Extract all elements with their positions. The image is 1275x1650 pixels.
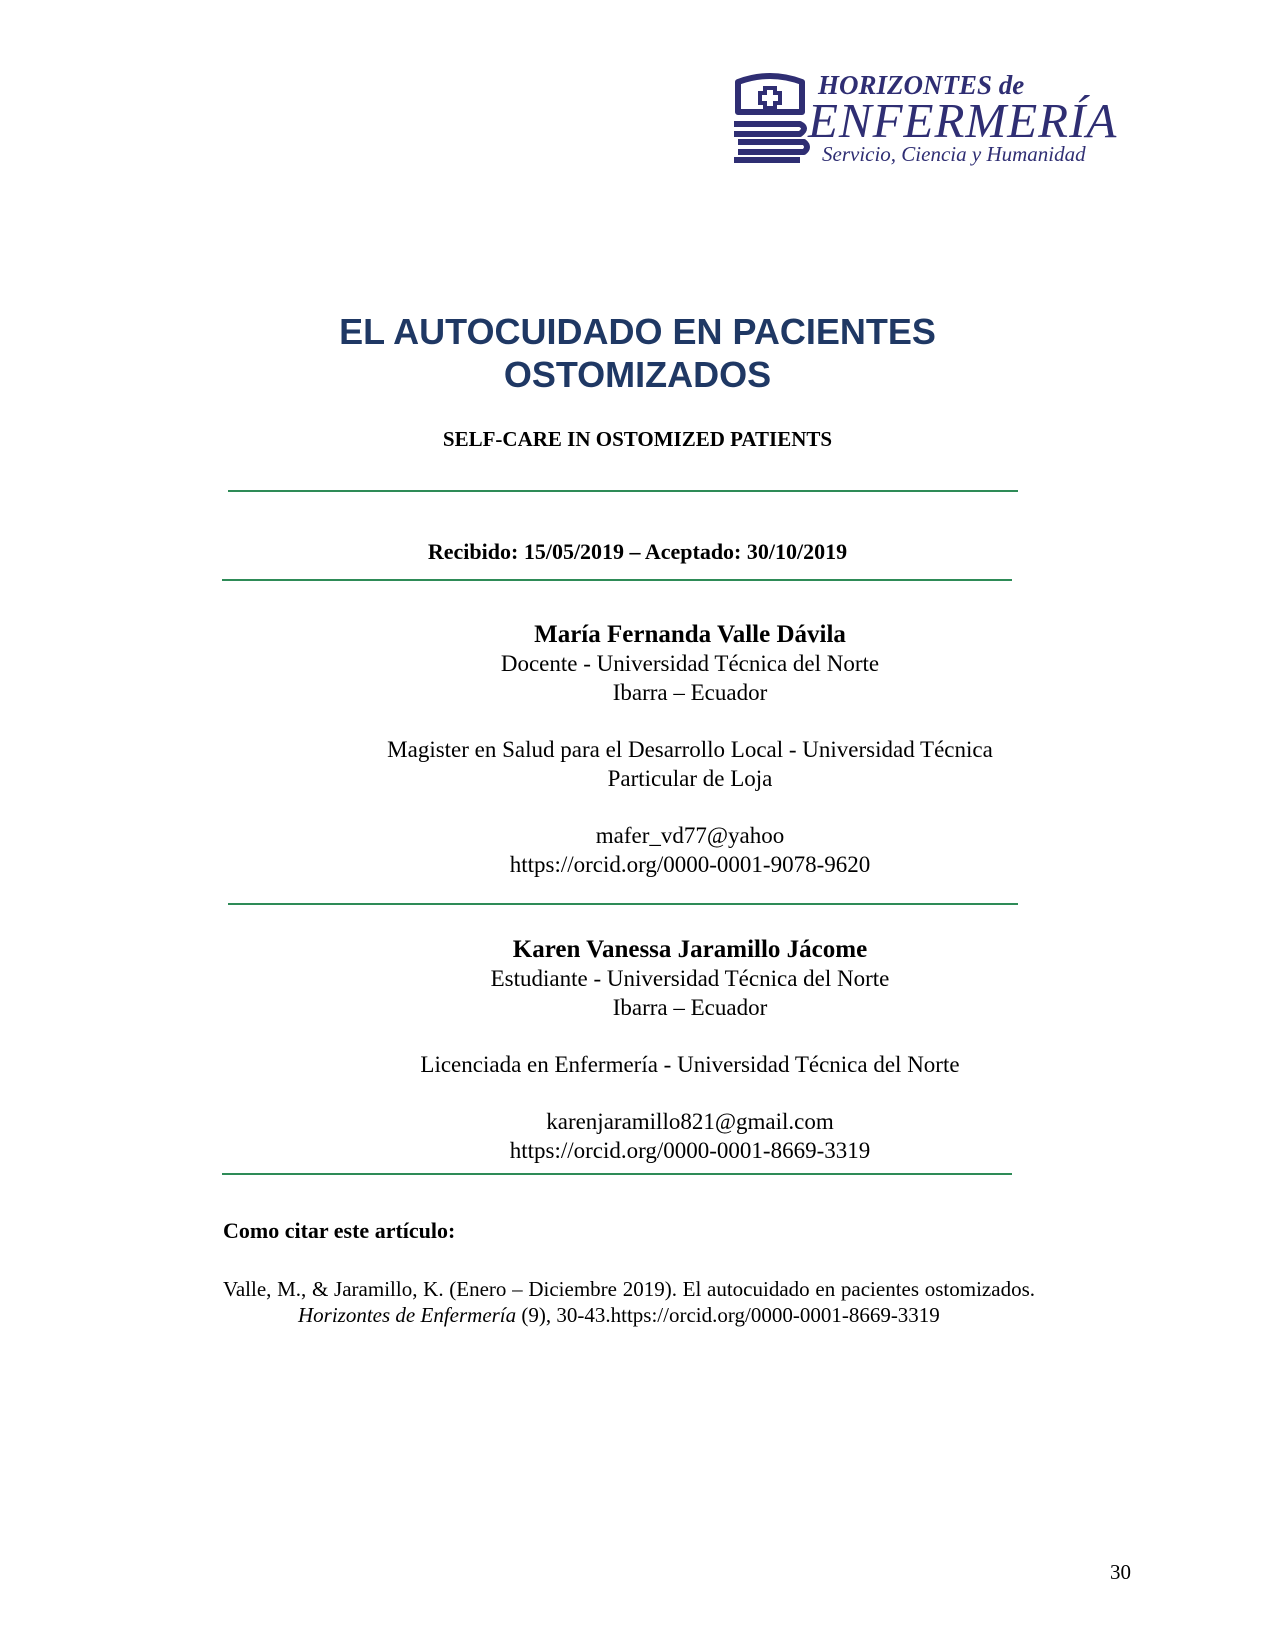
page-number: 30 — [1110, 1560, 1131, 1584]
author-role: Estudiante - Universidad Técnica del Norte — [490, 966, 890, 991]
author-orcid[interactable]: https://orcid.org/0000-0001-9078-9620 — [509, 852, 871, 877]
divider — [222, 1173, 1012, 1175]
citation-text-after: (9), 30-43.https://orcid.org/0000-0001-8669-3319 — [516, 1303, 940, 1327]
citation-text-before: Valle, M., & Jaramillo, K. (Enero – Diciembre 2019). El autocuidado en pacientes ostomizados. — [223, 1277, 1035, 1301]
author-email[interactable]: karenjaramillo821@gmail.com — [546, 1109, 834, 1134]
citation-text — [223, 1276, 1035, 1328]
journal-tagline: Servicio, Ciencia y Humanidad — [822, 142, 1086, 166]
author-name: María Fernanda Valle Dávila — [534, 621, 846, 648]
article-title-line1: EL AUTOCUIDADO EN PACIENTES — [339, 311, 936, 352]
author-degree: Magister en Salud para el Desarrollo Local - Universidad Técnica — [387, 737, 993, 762]
citation-journal: Horizontes de Enfermería — [298, 1303, 517, 1327]
journal-logo-icon — [730, 72, 810, 168]
author-email[interactable]: mafer_vd77@yahoo — [595, 823, 785, 848]
author-location: Ibarra – Ecuador — [612, 995, 768, 1020]
journal-name-line2: ENFERMERÍA — [808, 93, 1118, 148]
author-degree: Licenciada en Enfermería - Universidad Técnica del Norte — [420, 1052, 960, 1077]
article-title — [220, 310, 1055, 396]
divider — [228, 903, 1018, 905]
author-block-2 — [300, 935, 1080, 1165]
author-block-1 — [300, 620, 1080, 879]
author-location: Ibarra – Ecuador — [612, 680, 768, 705]
author-degree-cont: Particular de Loja — [607, 766, 773, 791]
article-title-line2: OSTOMIZADOS — [503, 354, 772, 395]
divider — [222, 579, 1012, 581]
author-name: Karen Vanessa Jaramillo Jácome — [512, 936, 868, 963]
received-accepted-dates: Recibido: 15/05/2019 – Aceptado: 30/10/2019 — [427, 539, 848, 564]
author-orcid[interactable]: https://orcid.org/0000-0001-8669-3319 — [509, 1138, 871, 1163]
divider — [228, 490, 1018, 492]
citation-heading: Como citar este artículo: — [223, 1218, 456, 1243]
article-subtitle: SELF-CARE IN OSTOMIZED PATIENTS — [442, 427, 833, 451]
author-role: Docente - Universidad Técnica del Norte — [500, 651, 880, 676]
journal-name-line1: HORIZONTES de — [818, 70, 1025, 100]
